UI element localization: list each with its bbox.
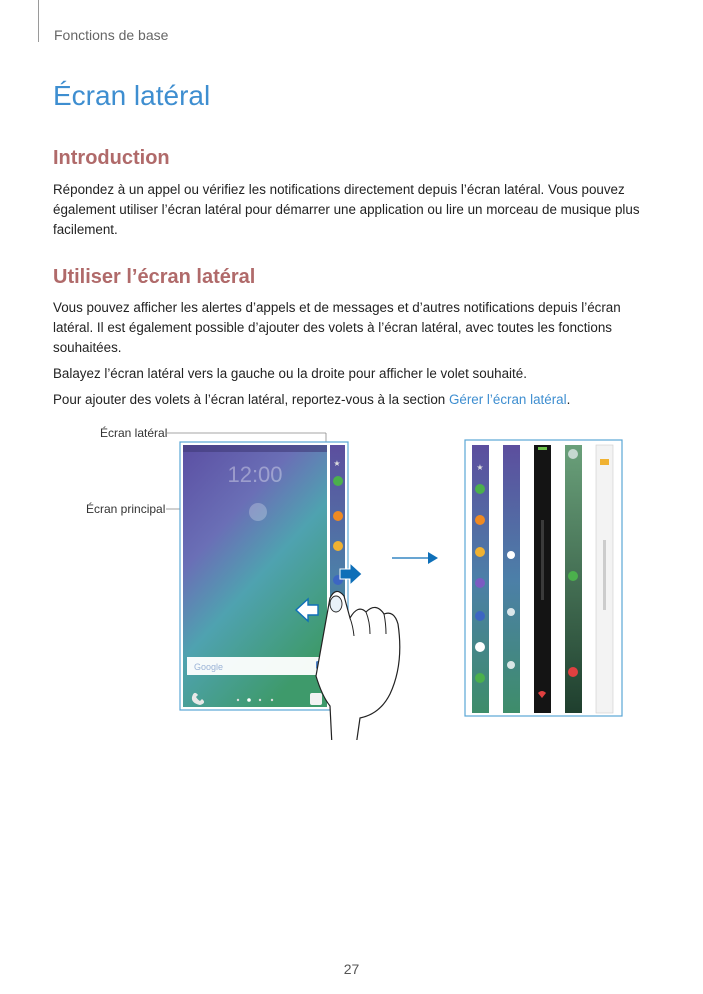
svg-text:★: ★	[333, 459, 341, 468]
side-screen-illustration	[0, 420, 703, 740]
link-manage-side-screen[interactable]: Gérer l’écran latéral	[448, 392, 567, 407]
panel-shortcuts	[503, 445, 520, 713]
svg-text:★: ★	[476, 463, 484, 472]
hand-illustration	[316, 591, 400, 740]
introduction-paragraph: Répondez à un appel ou vérifiez les notifications directement depuis l’écran latéral. Vous pouvez également utiliser l’écran latéral pour démarrer une application ou lire un morceau de musique plus facilement.	[53, 182, 640, 237]
edge-mail-icon	[333, 541, 343, 551]
edge-download-icon	[333, 511, 343, 521]
usage-paragraph-3-text: Pour ajouter des volets à l’écran latéral, reportez-vous à la section	[53, 392, 449, 407]
usage-paragraph-3-end: .	[566, 392, 571, 407]
section-heading-introduction: Introduction	[53, 147, 170, 169]
running-header: Fonctions de base	[54, 27, 169, 43]
search-brand: Google	[194, 662, 224, 672]
section-heading-usage: Utiliser l’écran latéral	[53, 266, 256, 288]
page-number: 27	[343, 961, 360, 977]
label-side-screen: Écran latéral	[100, 426, 168, 440]
weather-icon	[249, 503, 267, 521]
clock-text: 12:00	[227, 462, 283, 487]
usage-paragraph-2: Balayez l’écran latéral vers la gauche ou la droite pour afficher le volet souhaité.	[53, 366, 527, 381]
header-rule	[38, 0, 39, 42]
label-main-screen: Écran principal	[86, 502, 166, 516]
apps-icon	[310, 693, 322, 705]
usage-paragraph-3	[53, 390, 653, 410]
edge-call-icon	[333, 476, 343, 486]
usage-paragraph-1: Vous pouvez afficher les alertes d’appels et de messages et d’autres notifications depuis l’écran latéral. Il est également possible d’ajouter des volets à l’écran latéral, avec toutes les fonctions souhaitées.	[53, 300, 621, 355]
page-title: Écran latéral	[53, 80, 211, 111]
